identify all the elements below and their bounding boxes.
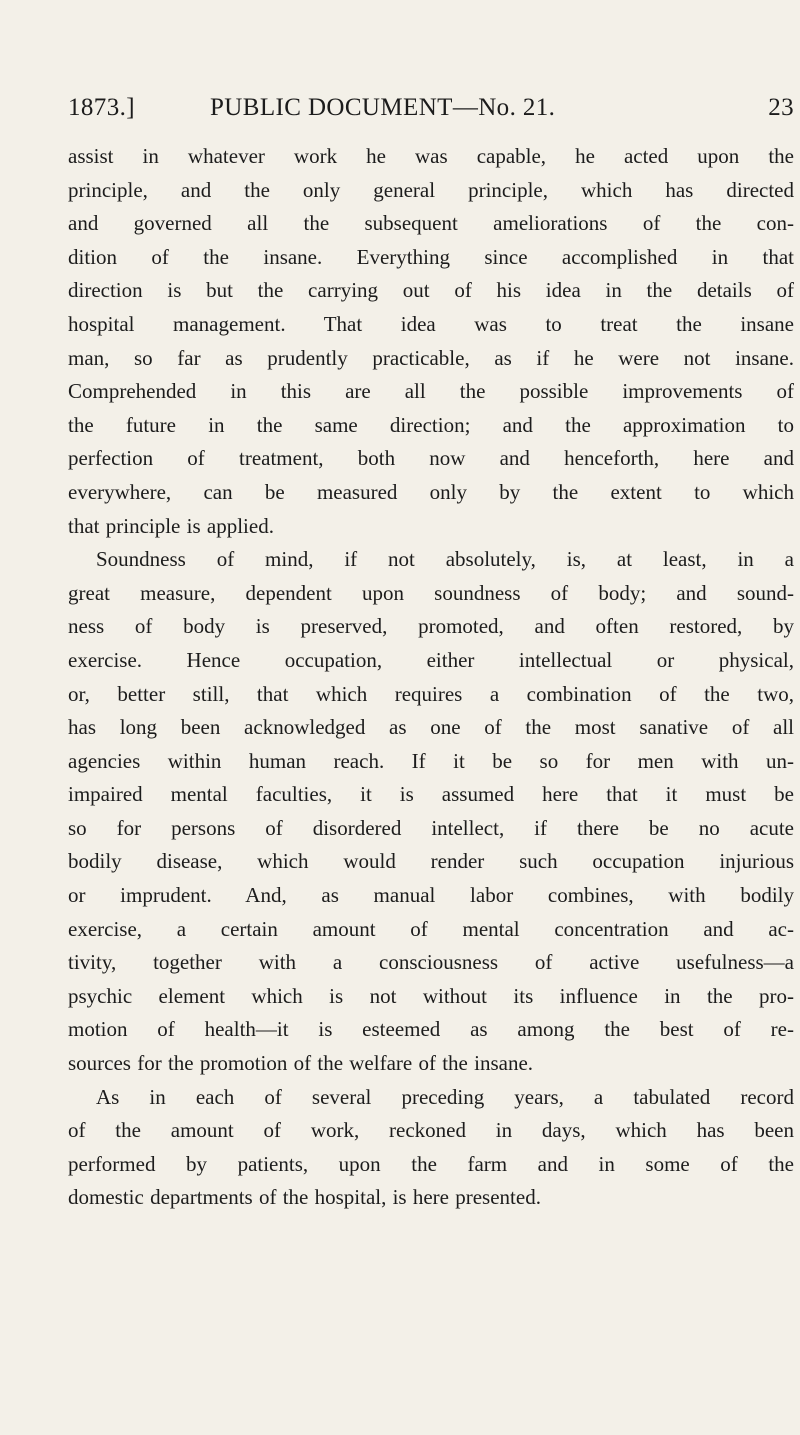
text-line: psychic element which is not without its influence in the pro- [68,983,794,1008]
text-line: assist in whatever work he was capable, he acted upon the [68,144,794,168]
text-line: great measure, dependent upon soundness of body; and sound- [68,580,794,605]
text-line: hospital management. That idea was to treat the insane [68,311,794,336]
text-line: that principle is applied. [68,513,274,538]
text-line: exercise. Hence occupation, either intellectual or physical, [68,647,794,672]
text-line: tivity, together with a consciousness of active usefulness—a [68,950,794,975]
running-header [68,93,794,127]
text-line: everywhere, can be measured only by the extent to which [68,479,794,504]
text-line: sources for the promotion of the welfare of the insane. [68,1051,534,1076]
text-line: domestic departments of the hospital, is here presented. [68,1185,541,1210]
text-line: and governed all the subsequent ameliorations of the con- [68,211,794,236]
text-line: or imprudent. And, as manual labor combines, with bodily [68,883,794,908]
text-line: perfection of treatment, both now and henceforth, here and [68,446,794,471]
text-line: bodily disease, which would render such occupation injurious [68,849,794,874]
text-line: agencies within human reach. If it be so for men with un- [68,748,794,773]
page-number: 23 [768,94,794,121]
text-line: Comprehended in this are all the possible improvements of [68,379,794,404]
text-line: has long been acknowledged as one of the most sanative of all [68,715,794,740]
text-line: so for persons of disordered intellect, if there be no acute [68,815,794,840]
body-text [68,140,794,1215]
text-line: motion of health—it is esteemed as among the best of re- [68,1017,794,1042]
text-line: exercise, a certain amount of mental concentration and ac- [68,916,794,941]
text-line: dition of the insane. Everything since accomplished in that [68,244,794,269]
text-line: the future in the same direction; and the approximation to [68,412,794,437]
paragraph-start-line: Soundness of mind, if not absolutely, is, at least, in a [96,547,794,572]
header-title: PUBLIC DOCUMENT—No. 21. [210,94,556,121]
text-line: man, so far as prudently practicable, as if he were not insane. [68,345,794,370]
text-line: or, better still, that which requires a combination of the two, [68,681,794,706]
text-line: principle, and the only general principle, which has directed [68,177,794,202]
text-line: direction is but the carrying out of his idea in the details of [68,278,794,303]
text-line: performed by patients, upon the farm and in some of the [68,1151,794,1176]
header-year: 1873.] [68,94,135,121]
text-line: impaired mental faculties, it is assumed here that it must be [68,782,794,807]
text-line: ness of body is preserved, promoted, and often restored, by [68,614,794,639]
paragraph-start-line: As in each of several preceding years, a tabulated record [96,1084,794,1109]
text-line: of the amount of work, reckoned in days, which has been [68,1118,794,1143]
